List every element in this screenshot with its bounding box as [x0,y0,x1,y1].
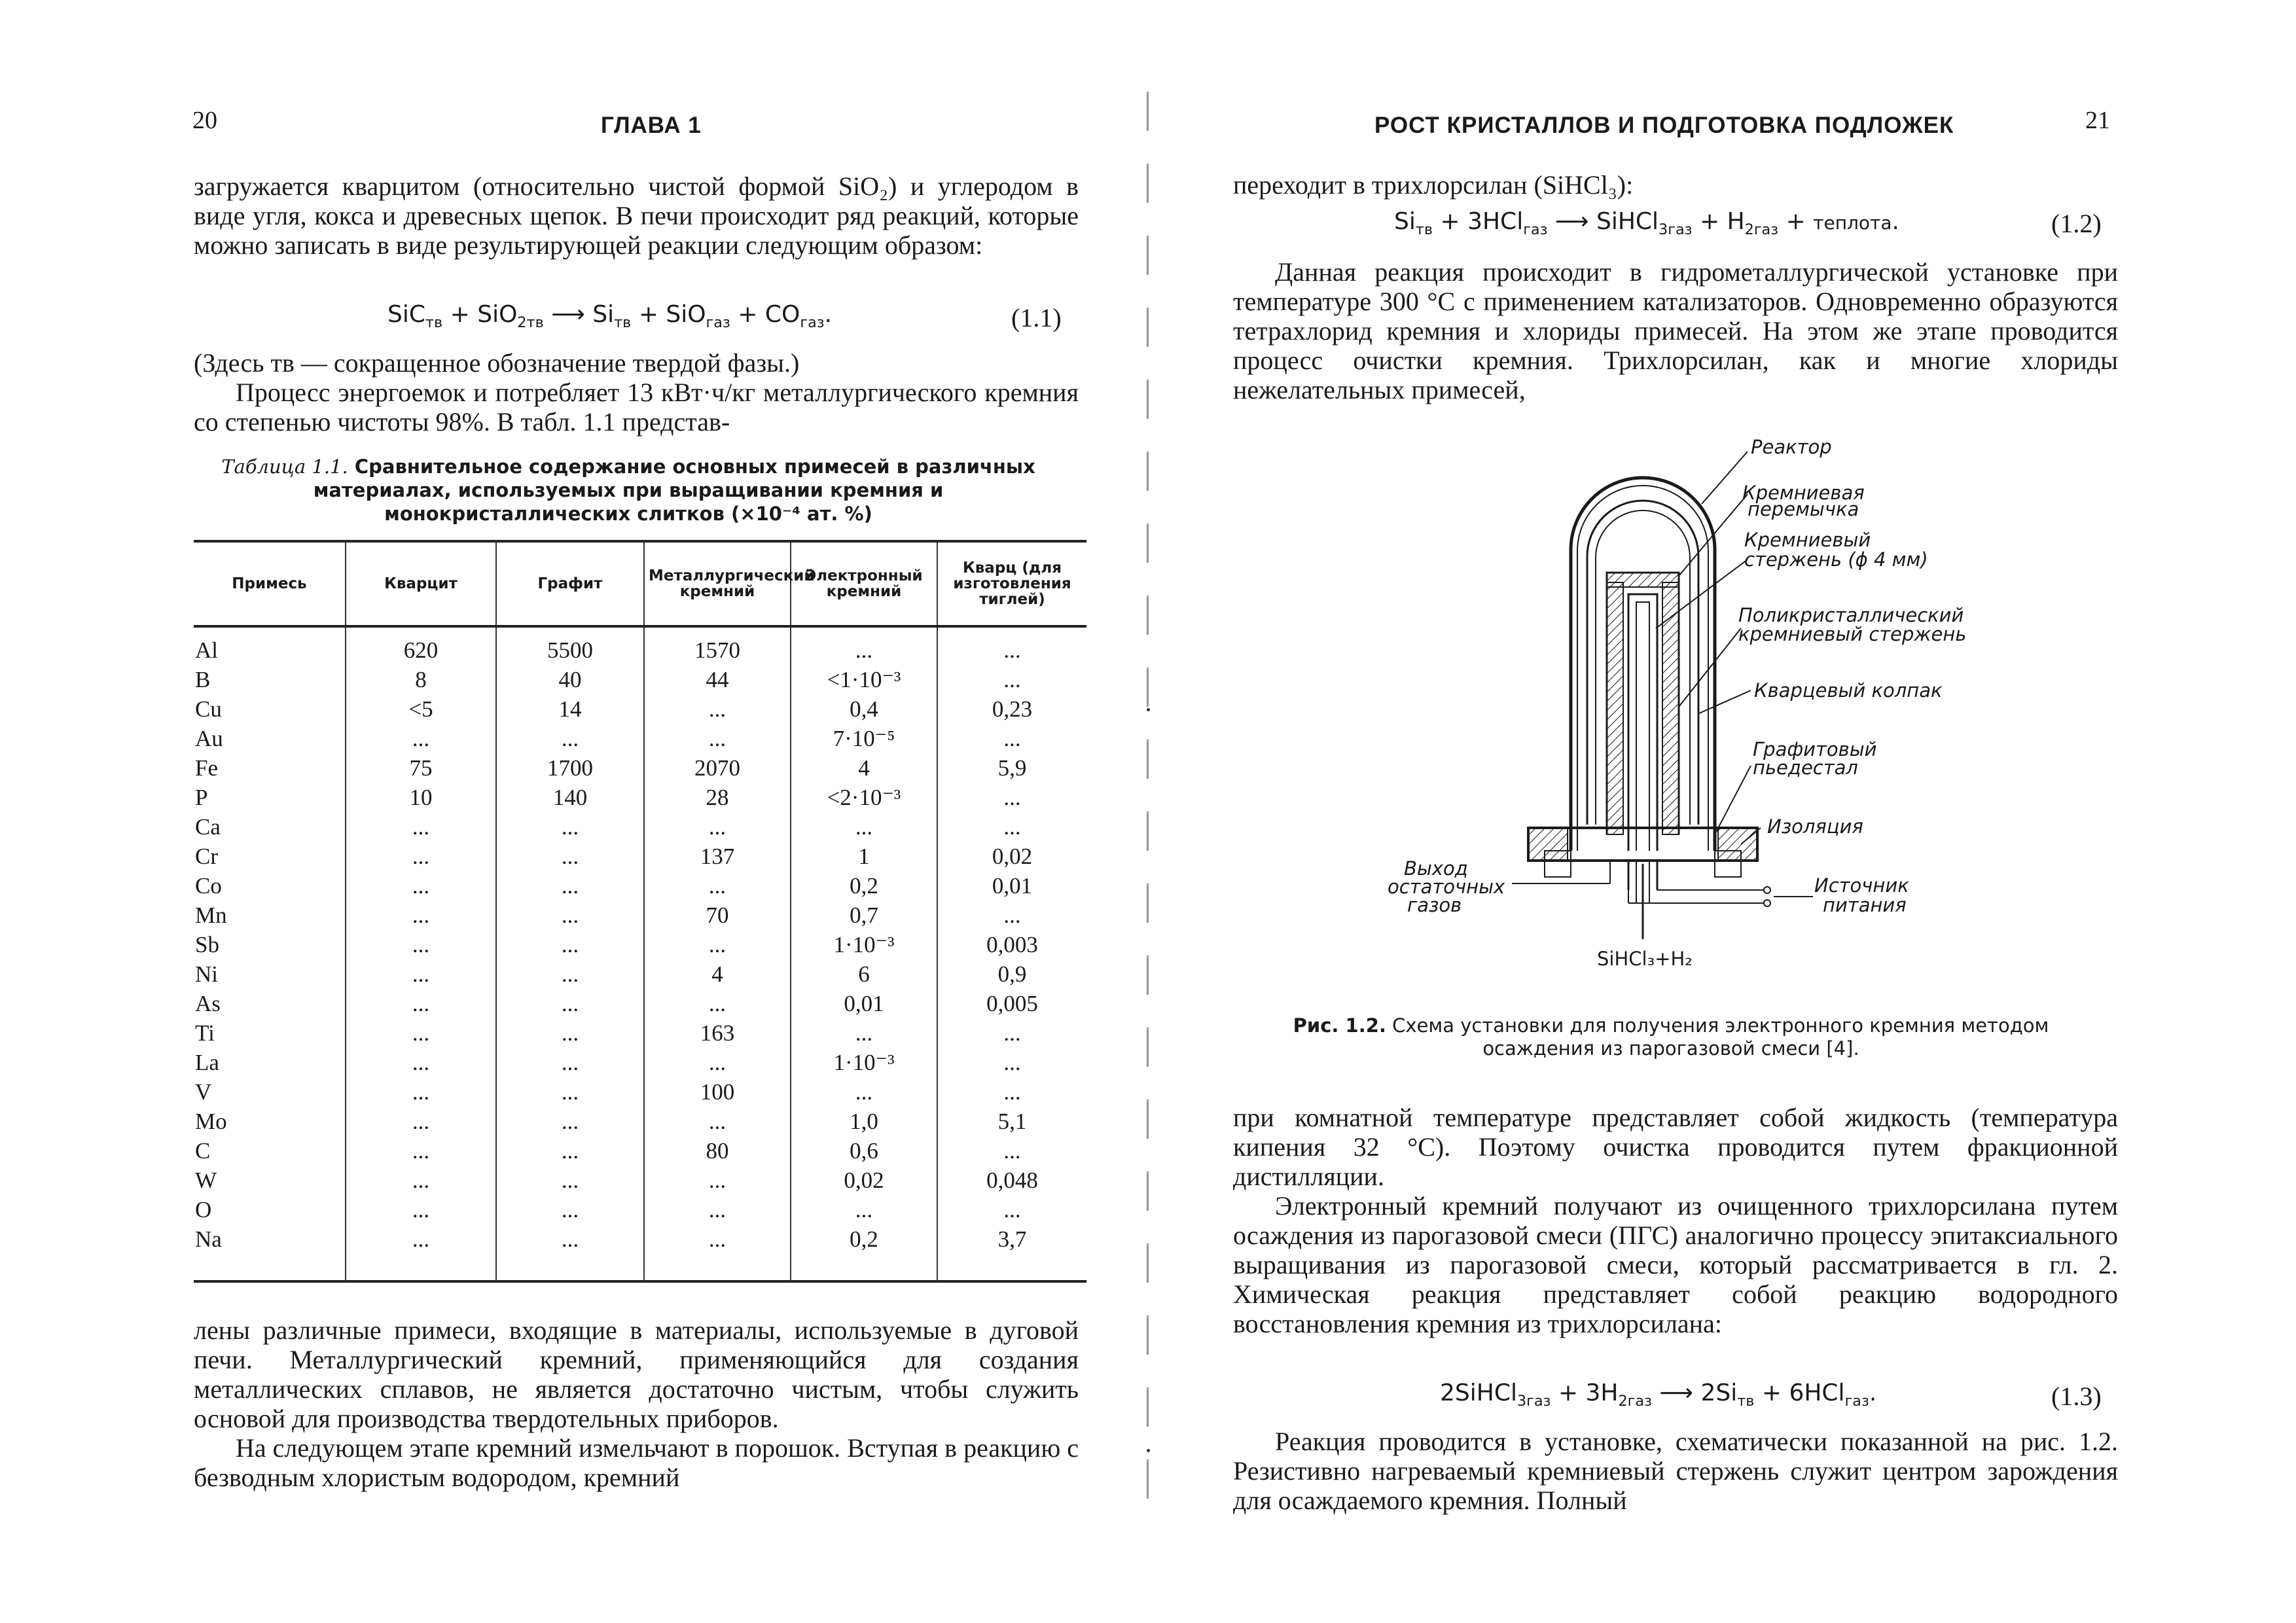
value-cell: ... [346,1166,496,1195]
value-cell: ... [791,812,937,842]
impurity-cell: La [195,1050,219,1075]
value-cell: 5,1 [937,1107,1086,1136]
label-exhaust-3: газов [1407,894,1462,916]
left-running-head: ГЛАВА 1 [601,113,702,138]
table-row [194,1018,1086,1048]
value-cell: ... [937,1136,1086,1166]
label-rod-1: Кремниевый [1744,529,1871,551]
value-cell: ... [644,1224,791,1281]
value-cell: 6 [791,959,937,989]
impurity-cell: C [195,1138,211,1164]
figure-cvd-reactor [1348,432,1967,1001]
column-header-electronic-si: Электронный кремний [791,541,937,626]
equation-1-1: SiC$_{тв}$ + SiO$_{2тв}$ ⟶ $Si_{тв} + SiO_{газ} + CO_{газ}$. [387,301,833,332]
value-cell: 4 [791,753,937,783]
value-cell: ... [937,1077,1086,1107]
poly-rod-hatch-right [1662,582,1679,834]
value-cell: 8 [346,665,496,694]
impurity-cell: Ti [195,1020,215,1046]
label-bridge-1: Кремниевая [1742,482,1865,504]
value-cell: ... [791,1018,937,1048]
value-cell: ... [937,812,1086,842]
value-cell: 28 [644,783,791,812]
right-running-head: РОСТ КРИСТАЛЛОВ И ПОДГОТОВКА ПОДЛОЖЕК [1374,113,1954,138]
paragraph: лены различные примеси, входящие в материалы, используемые в дуговой печи. Металлургический кремний, применяющийся для создания металлических сплавов, не является достаточно чистым, чтобы служить основой для производства твердотельных приборов. [194,1315,1079,1433]
value-cell: ... [791,626,937,665]
value-cell: ... [346,1224,496,1281]
value-cell: ... [937,901,1086,930]
value-cell: 80 [644,1136,791,1166]
table-row [194,1107,1086,1136]
left-bottom-text [194,1315,1079,1492]
right-top-text [1233,170,1953,200]
value-cell: 1·10⁻³ [791,1048,937,1077]
table-row [194,724,1086,753]
right-second-text [1233,257,2118,404]
poly-rod-hatch-left [1607,582,1623,834]
value-cell: ... [496,1107,644,1136]
table-row [194,901,1086,930]
left-middle-text [194,348,1079,437]
value-cell: 0,2 [791,1224,937,1281]
value-cell: ... [937,724,1086,753]
value-cell: 1 [791,842,937,871]
impurity-cell: Na [194,1224,346,1281]
table-row [194,1048,1086,1077]
label-pedestal-2: пьедестал [1753,757,1858,779]
value-cell: 1,0 [791,1107,937,1136]
value-cell: 0,048 [937,1166,1086,1195]
value-cell: ... [791,1195,937,1224]
impurity-cell: Ni [195,961,218,987]
silicon-rod [1628,594,1657,851]
value-cell: <2·10⁻³ [791,783,937,812]
table-1-1-caption [196,455,1060,526]
value-cell: 100 [644,1077,791,1107]
value-cell: 10 [346,783,496,812]
label-gas-inlet: SiHCl₃+H₂ [1597,948,1693,970]
value-cell: ... [496,1136,644,1166]
equation-1-1-number: (1.1) [1011,303,1062,332]
base-left-hatch [1528,828,1568,861]
value-cell: ... [937,626,1086,665]
figure-caption-text: Схема установки для получения электронного кремния методом осаждения из парогазовой смеси [4]. [1386,1014,2049,1060]
figure-1-2-caption [1236,1014,2106,1060]
value-cell: 163 [644,1018,791,1048]
value-cell: <1·10⁻³ [791,665,937,694]
value-cell: ... [346,724,496,753]
value-cell: ... [644,930,791,959]
label-bell: Кварцевый колпак [1754,679,1943,702]
table-row [194,1195,1086,1224]
column-header-quartzite: Кварцит [346,541,496,626]
paragraph: (Здесь тв — сокращенное обозначение твердой фазы.) [194,348,800,378]
value-cell: 0,2 [791,871,937,901]
value-cell: ... [496,989,644,1018]
paragraph: Процесс энергоемок и потребляет 13 кВт·ч/кг металлургического кремния со степенью чистоты 98%. В табл. 1.1 представ- [194,378,1079,437]
label-insulation: Изоляция [1767,815,1863,838]
column-header-metallurgical-si: Металлургический кремний [644,541,791,626]
equation-1-2-number: (1.2) [2051,209,2102,238]
value-cell: ... [496,1224,644,1281]
impurity-cell: Ca [195,814,221,840]
value-cell: ... [937,665,1086,694]
value-cell: ... [346,901,496,930]
impurity-cell: Cu [195,696,222,722]
value-cell: ... [346,1136,496,1166]
label-poly-2: кремниевый стержень [1738,623,1967,645]
value-cell: 5500 [496,626,644,665]
impurity-cell: P [195,785,208,810]
value-cell: 75 [346,753,496,783]
value-cell: 0,01 [791,989,937,1018]
value-cell: ... [346,1018,496,1048]
table-caption-lead: Таблица 1.1. [221,455,348,478]
silicon-rod-inner [1636,602,1649,851]
left-top-text [194,171,1079,260]
value-cell: 0,02 [937,842,1086,871]
value-cell: ... [496,1048,644,1077]
value-cell: ... [496,842,644,871]
equation-1-3-number: (1.3) [2051,1382,2102,1411]
value-cell: ... [496,1166,644,1195]
value-cell: ... [346,1048,496,1077]
value-cell: 0,003 [937,930,1086,959]
impurity-cell: W [195,1168,217,1193]
value-cell: ... [937,1195,1086,1224]
value-cell: 137 [644,842,791,871]
value-cell: ... [346,812,496,842]
value-cell: 0,7 [791,901,937,930]
impurity-cell: As [195,991,221,1016]
paragraph: переходит в трихлорсилан (SiHCl₃): [1233,170,1634,200]
paragraph: загружается кварцитом (относительно чистой формой SiO₂) и углеродом в виде угля, кокса и древесных щепок. В печи происходит ряд реакций, которые можно записать в виде результирующей реакции следующим образом: [194,171,1079,260]
value-cell: ... [644,989,791,1018]
impurity-cell: Co [195,873,222,899]
table-row [194,1136,1086,1166]
value-cell: ... [496,1195,644,1224]
value-cell: ... [937,783,1086,812]
quartz-bell [1587,501,1698,825]
value-cell: 70 [644,901,791,930]
value-cell: 1700 [496,753,644,783]
value-cell: ... [496,1077,644,1107]
label-reactor: Реактор [1751,436,1832,458]
table-header-row [194,541,1086,626]
value-cell: ... [644,812,791,842]
value-cell: 0,6 [791,1136,937,1166]
column-header-crucible-quartz: Кварц (для изготовления тиглей) [937,541,1086,626]
impurity-cell: Al [195,637,218,663]
value-cell: 2070 [644,753,791,783]
impurity-cell: Cr [195,844,218,869]
value-cell: ... [346,871,496,901]
value-cell: ... [346,989,496,1018]
label-bridge-2: перемычка [1748,498,1859,520]
value-cell: ... [644,871,791,901]
value-cell: ... [496,724,644,753]
value-cell: ... [644,1107,791,1136]
impurity-cell: Mn [195,902,227,928]
paragraph: Электронный кремний получают из очищенного трихлорсилана путем осаждения из парогазовой смеси (ПГС) аналогично процессу эпитаксиального выращивания из парогазовой смеси, который рассматривается в гл. 2. Химическая реакция представляет собой реакцию водородного восстановления кремния из трихлорсилана: [1233,1191,2118,1338]
value-cell: ... [496,901,644,930]
paragraph: Данная реакция происходит в гидрометаллургической установке при температуре 300 °С с применением катализаторов. Одновременно образуются тетрахлорид кремния и хлориды примесей. На этом же этапе проводится процесс очистки кремния. Трихлорсилан, как и многие хлориды нежелательных примесей, [1233,257,2118,404]
value-cell: ... [791,1077,937,1107]
reactor-wall-inner [1577,486,1708,851]
table-row [194,665,1086,694]
value-cell: <5 [346,694,496,724]
value-cell: 44 [644,665,791,694]
figure-caption-number: Рис. 1.2. [1293,1014,1386,1037]
table-row [194,1224,1086,1281]
label-exhaust-2: остаточных [1388,876,1505,898]
table-row [194,930,1086,959]
value-cell: ... [644,694,791,724]
right-page-number: 21 [2085,107,2110,134]
value-cell: ... [346,842,496,871]
impurity-table [194,540,1086,1283]
value-cell: 3,7 [937,1224,1086,1281]
value-cell: ... [496,812,644,842]
column-header-graphite: Графит [496,541,644,626]
column-header-impurity: Примесь [194,541,346,626]
impurity-cell: Au [195,726,223,751]
value-cell: 0,005 [937,989,1086,1018]
value-cell: 0,01 [937,871,1086,901]
value-cell: ... [496,959,644,989]
value-cell: 0,02 [791,1166,937,1195]
label-poly-1: Поликристаллический [1738,604,1964,626]
label-rod-2: стержень (ϕ 4 мм) [1744,548,1928,571]
impurity-cell: Fe [195,755,218,781]
table-row [194,812,1086,842]
table-row [194,1077,1086,1107]
value-cell: 620 [346,626,496,665]
value-cell: 4 [644,959,791,989]
table-row [194,1166,1086,1195]
value-cell: 5,9 [937,753,1086,783]
impurity-cell: V [195,1079,212,1105]
value-cell: ... [346,959,496,989]
value-cell: ... [346,1195,496,1224]
value-cell: ... [496,871,644,901]
bridge-hatch [1607,573,1679,587]
table-row [194,842,1086,871]
value-cell: 14 [496,694,644,724]
table-row [194,626,1086,665]
base-right-hatch [1718,828,1757,861]
value-cell: ... [644,1195,791,1224]
left-page-number: 20 [192,107,217,134]
value-cell: 1570 [644,626,791,665]
impurity-cell: Mo [195,1109,227,1134]
value-cell: 0,9 [937,959,1086,989]
right-after-figure-text [1233,1103,2118,1338]
impurity-cell: Sb [195,932,219,957]
value-cell: ... [496,930,644,959]
table-row [194,989,1086,1018]
equation-1-3: 2SiHCl$_{3газ}$ + $3H_{2газ}$ ⟶ $2Si_{тв} + 6HCl_{газ}$. [1440,1380,1877,1410]
value-cell: ... [644,724,791,753]
table-row [194,694,1086,724]
value-cell: 0,23 [937,694,1086,724]
table-row [194,783,1086,812]
label-power-2: питания [1823,894,1907,916]
table-row [194,959,1086,989]
value-cell: ... [644,1048,791,1077]
impurity-cell: B [195,667,211,692]
value-cell: 0,4 [791,694,937,724]
value-cell: 140 [496,783,644,812]
value-cell: 40 [496,665,644,694]
value-cell: ... [496,1018,644,1048]
label-pedestal-1: Графитовый [1753,738,1877,760]
value-cell: ... [346,1107,496,1136]
table-row [194,871,1086,901]
right-last-text [1233,1427,2118,1515]
value-cell: 7·10⁻⁵ [791,724,937,753]
label-power-1: Источник [1814,874,1909,897]
table-body [194,626,1086,1281]
value-cell: ... [346,1077,496,1107]
value-cell: ... [937,1018,1086,1048]
table-caption-text: Сравнительное содержание основных примесей в различных материалах, используемых при выращивании кремния и монокристаллических слитков (×10⁻⁴ ат. %) [313,455,1035,525]
value-cell: ... [346,930,496,959]
value-cell: ... [644,1166,791,1195]
paragraph: Реакция проводится в установке, схематически показанной на рис. 1.2. Резистивно нагреваемый кремниевый стержень служит центром зарождения для осаждаемого кремния. Полный [1233,1427,2118,1515]
equation-1-2: $Si_{тв} + 3HCl_{газ}$ ⟶ SiHCl$_{3газ}$ + $H_{2газ}$ + теплота. [1394,208,1899,239]
paragraph: На следующем этапе кремний измельчают в порошок. Вступая в реакцию с безводным хлористым водородом, кремний [194,1433,1079,1492]
value-cell: ... [937,1048,1086,1077]
label-exhaust-1: Выход [1404,857,1468,880]
paragraph: при комнатной температуре представляет собой жидкость (температура кипения 32 °С). Поэтому очистка проводится путем фракционной дистилляции. [1233,1103,2118,1191]
value-cell: 1·10⁻³ [791,930,937,959]
impurity-cell: O [195,1197,212,1222]
table-row [194,753,1086,783]
